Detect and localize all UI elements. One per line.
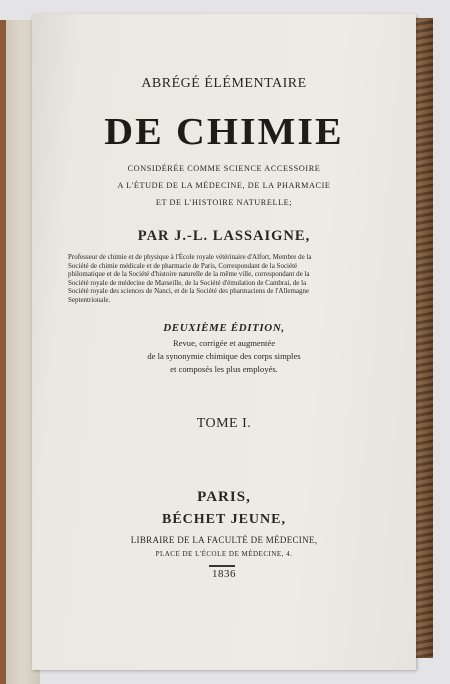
credentials-line: Société de chimie médicale et de pharmacie de Paris, Correspondant de la Société: [68, 261, 298, 270]
credentials-line: philomatique et de la Société d'histoire naturelle de la même ville, correspondant de la: [68, 270, 310, 278]
spine-edge: [0, 20, 6, 684]
author-line: PAR J.-L. LASSAIGNE,: [137, 228, 311, 244]
divider-rule: [209, 565, 235, 567]
edition-note: de la synonymie chimique des corps simples: [147, 351, 301, 361]
edition-note: et composés les plus employés.: [170, 364, 278, 374]
publisher-name: BÉCHET JEUNE,: [162, 512, 286, 527]
description-line: CONSIDÉRÉE COMME SCIENCE ACCESSOIRE: [127, 164, 321, 173]
description-line: A L'ÉTUDE DE LA MÉDECINE, DE LA PHARMACIE: [117, 181, 331, 190]
credentials-line: Septentrionale.: [68, 295, 111, 304]
credentials-line: Société royale de médecine de Marseille, de la Société d'émulation de Cambrai, de la: [68, 278, 307, 287]
edition-note: Revue, corrigée et augmentée: [172, 338, 276, 348]
subtitle: ABRÉGÉ ÉLÉMENTAIRE: [141, 76, 307, 91]
volume-label: TOME I.: [196, 416, 252, 431]
author-credentials: [68, 253, 404, 304]
edition-heading: DEUXIÈME ÉDITION,: [163, 322, 285, 334]
description-line: ET DE L'HISTOIRE NATURELLE;: [155, 198, 293, 207]
title-page: [32, 14, 416, 670]
credentials-line: Société royale des sciences de Nanci, et de la Société des pharmaciens de l'Allemagne: [68, 287, 310, 295]
imprint-city: PARIS,: [197, 489, 251, 505]
publisher-address: PLACE DE L'ÉCOLE DE MÉDECINE, 4.: [155, 550, 293, 558]
publication-year: 1836: [212, 568, 236, 580]
publisher-title: LIBRAIRE DE LA FACULTÉ DE MÉDECINE,: [130, 535, 318, 545]
credentials-line: Professeur de chimie et de physique à l'École royale vétérinaire d'Alfort, Membre de la: [68, 253, 312, 261]
main-title: DE CHIMIE: [104, 111, 344, 153]
